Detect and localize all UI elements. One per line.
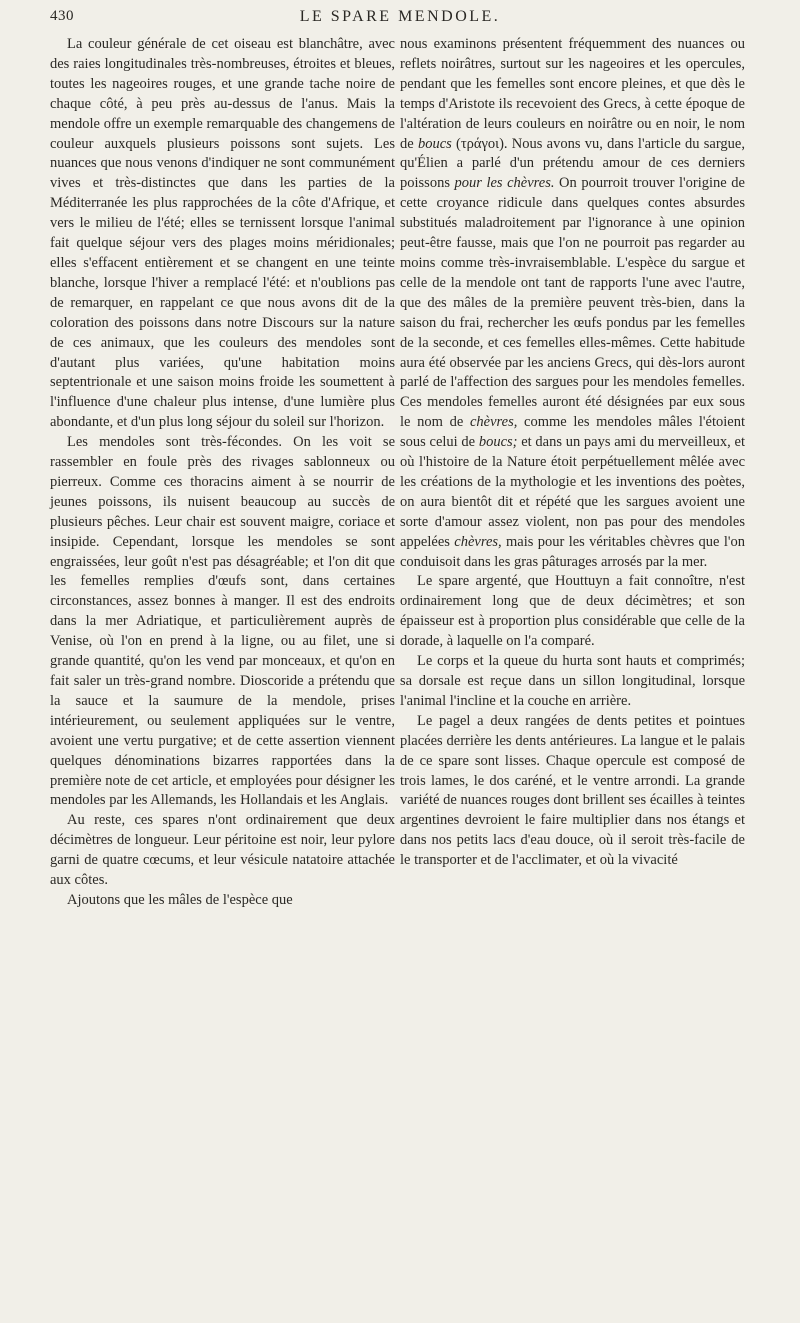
italic-pour-les-chevres: pour les chèvres. <box>454 175 555 192</box>
running-head: LE SPARE MENDOLE. <box>299 8 501 25</box>
paragraph-size: Au reste, ces spares n'ont ordinairement que deux décimètres de longueur. Leur péritoine est noir, leur pylore garni de quatre cœcums, et leur vésicule natatoire attachée aux côtes. <box>50 812 395 889</box>
paragraph-hurta: Le corps et la queue du hurta sont hauts et comprimés; sa dorsale est reçue dans un sillon longitudinal, lorsque l'animal l'incline et la couche en arrière. <box>400 653 745 709</box>
paragraph-bird-color: La couleur générale de cet oiseau est blanchâtre, avec des raies longitudinales très-nombreuses, étroites et bleues, toutes les nageoires rouges, et une grande tache noire de chaque côté, à peu près au-dessus de l'anus. Mais la mendole offre un exemple remarquable des changemens de couleur auxquels plusieurs poissons sont sujets. Les nuances que nous venons d'indiquer ne sont communément vives et très-distinctes que dans les parties de la Méditerranée les plus rapprochées de la côte d'Afrique, et vers le milieu de l'été; elles se ternissent lorsque l'animal fait quelque séjour vers des plages moins méridionales; elles s'effacent entièrement et se changent en une teinte blanche, lorsque l'hiver a remplacé l'été: et n'oublions pas de remarquer, en rappelant ce que nous avons dit de la coloration des poissons dans notre Discours sur la nature de ces animaux, que les couleurs des mendoles sont d'autant plus variées, qu'une habitation moins septentrionale et une saison moins froide les soumettent à l'influence d'une chaleur plus intense, d'une lumière plus abondante, et d'un plus long séjour du soleil sur l'horizon. <box>50 36 395 431</box>
italic-chevres: chèvres, <box>469 414 518 431</box>
paragraph-fecundity: Les mendoles sont très-fécondes. On les voit se rassembler en foule près des rivages sablonneux ou pierreux. Comme ces thoracins aiment à se nourrir de jeunes poissons, ils nuisent beaucoup au succès de plusieurs pêches. Leur chair est souvent maigre, coriace et insipide. Cependant, lorsque les mendoles se sont engraissées, leur goût n'est pas désagréable; et l'on dit que les femelles remplies d'œufs sont, dans certaines circonstances, assez bonnes à manger. Il est des endroits dans la mer Adriatique, et particulièrement auprès de Venise, où l'on en prend à la ligne, ou au filet, une si grande quantité, qu'on les vend par monceaux, et qu'on en fait saler un très-grand nombre. Dioscoride a prétendu que la sauce et la saumure de la mendole, prises intérieurement, ou seulement appliquées sur le ventre, avoient une vertu purgative; et de cette assertion viennent quelques dénominations bizarres rapportées dans la première note de cet article, et employées pour désigner les mendoles par les Allemands, les Hollandais et les Anglais. <box>50 434 395 809</box>
page-number: 430 <box>50 8 74 24</box>
page-header <box>50 8 750 32</box>
italic-chevres-2: chèvres, <box>454 533 502 550</box>
paragraph-males: Ajoutons que les mâles de l'espèce que <box>67 891 293 908</box>
italic-boucs: boucs <box>417 135 452 152</box>
right-column <box>400 35 745 871</box>
paragraph-spare-argente: Le spare argenté, que Houttuyn a fait connoître, n'est ordinairement long que de deux décimètres; et son épaisseur est à proportion plus considérable que celle de la dorade, à laquelle on l'a comparé. <box>400 573 745 650</box>
italic-boucs-2: boucs; <box>478 434 518 451</box>
paragraph-pagel: Le pagel a deux rangées de dents petites et pointues placées derrière les dents antérieures. La langue et le palais de ce spare sont lisses. Chaque opercule est composé de trois lames, le dos caréné, et le ventre arrondi. La grande variété de nuances rouges dont brillent ses écailles à teintes argentines devroient le faire multiplier dans nos étangs et dans nos petits lacs d'eau douce, où il seroit très-facile de le transporter et de l'acclimater, et où la vivacité <box>400 712 745 869</box>
left-column <box>50 35 395 911</box>
paragraph-continuation: nous examinons présentent fréquemment des nuances ou reflets noirâtres, surtout sur les nageoires et les opercules, pendant que les femelles sont encore pleines, et que dès le temps d'Aristote ils recevoient des Grecs, à cette époque de l'altération de leurs couleurs en noirâtre ou en noir, le nom de boucs (τράγοι). Nous avons vu, dans l'article du sargue, qu'Élien a parlé d'un prétendu amour de ces derniers poissons pour les chèvres. On pourroit trouver l'origine de cette croyance ridicule dans quelques contes absurdes substitués maladroitement par l'ignorance à une opinion peut-être fausse, mais que l'on ne pourroit pas regarder au moins comme très-invraisemblable. L'espèce du sargue et celle de la mendole ont tant de rapports l'une avec l'autre, que des mâles de la première peuvent très-bien, dans la saison du frai, rechercher les œufs pondus par les femelles de la seconde, et ces femelles elles-mêmes. Cette habitude aura été observée par les anciens Grecs, qui dès-lors auront parlé de l'affection des sargues pour les mendoles femelles. Ces mendoles femelles auront été désignées par eux sous le nom de chèvres, comme les mendoles mâles l'étoient sous celui de boucs; et dans un pays ami du merveilleux, et où l'histoire de la Nature étoit perpétuellement mêlée avec les créations de la mythologie et les inventions des poètes, on aura bientôt dit et répété que les sargues avoient une sorte d'amour assez violent, non pas pour des mendoles appelées chèvres, mais pour les véritables chèvres que l'on conduisoit dans les gras pâturages arrosés par la mer. <box>400 36 745 570</box>
